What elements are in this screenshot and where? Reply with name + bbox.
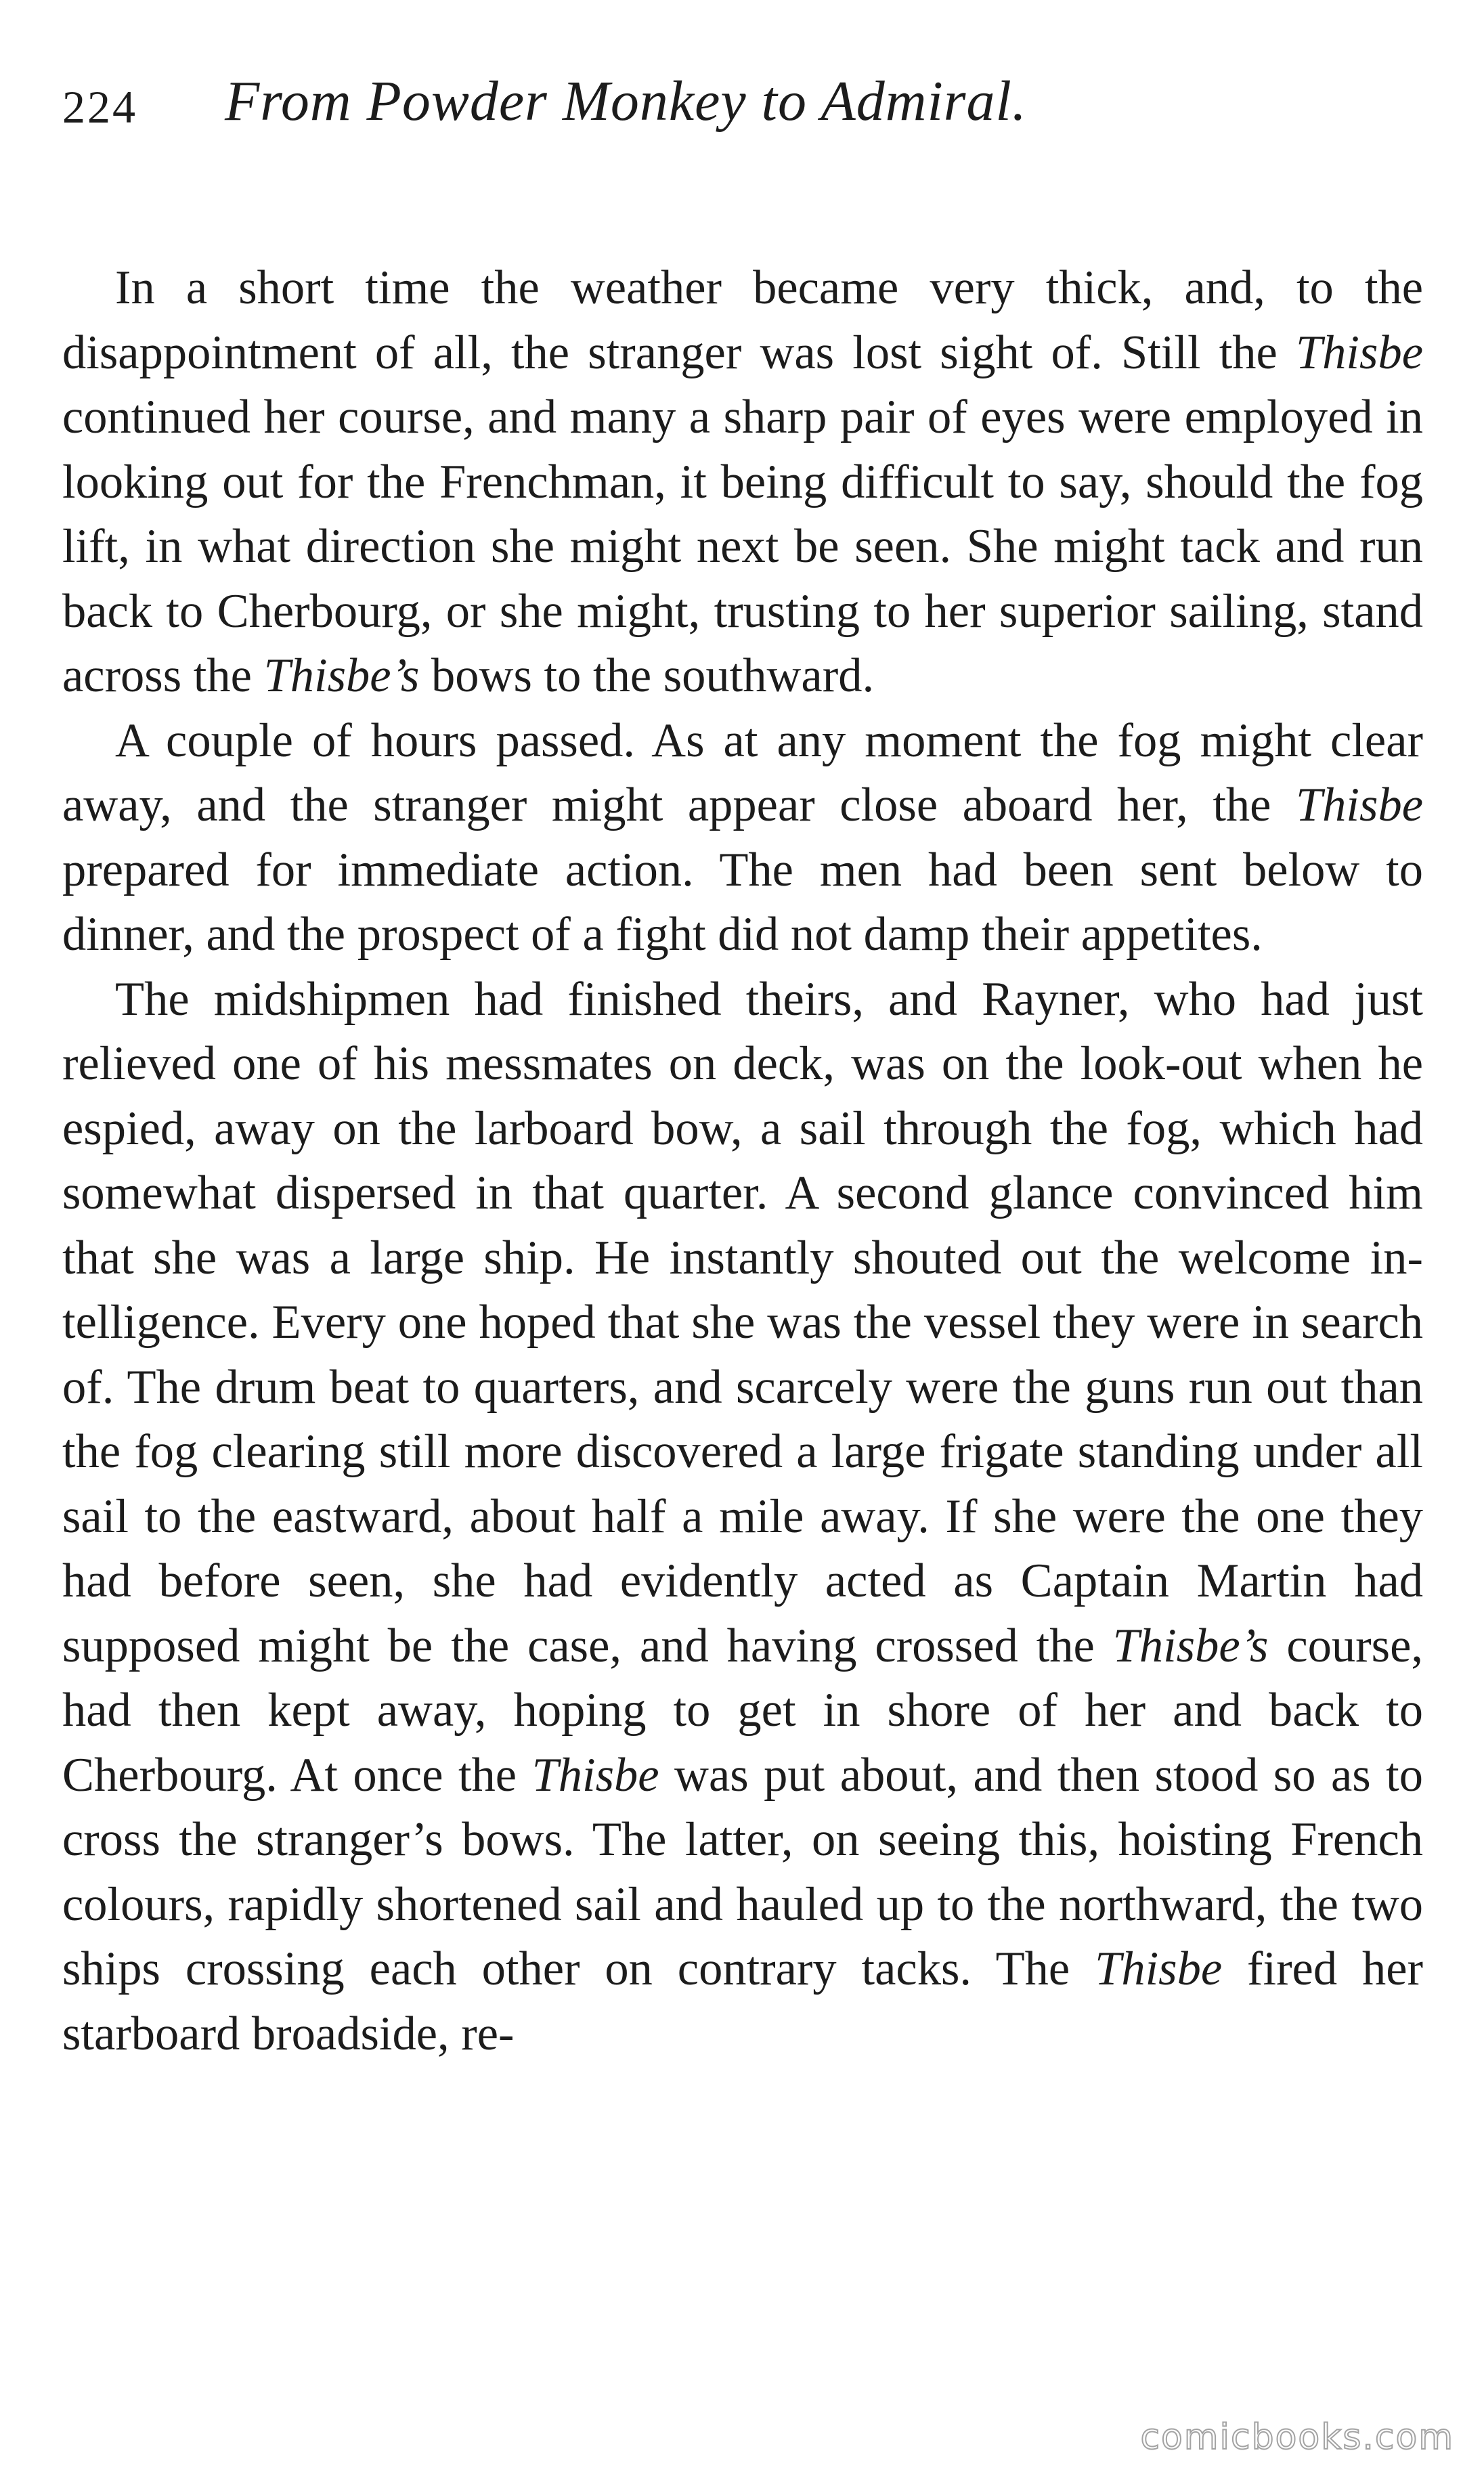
body-text: [62, 256, 1423, 2066]
paragraph: [62, 709, 1423, 968]
ship-name: Thisbe: [1295, 326, 1423, 379]
ship-name: Thisbe’s: [263, 649, 420, 702]
text-run: was put about, and then stood so as to cross the stranger’s bows. The latter, on seeing this, hoisting French colours, rapidly shortened sail and hauled up to the northward, the two ships crossing each other on contrary tacks. The: [62, 1748, 1423, 1995]
book-page: [62, 61, 1423, 2066]
text-run: course, had then kept away, hoping to get in shore of her and back to Cherbourg. At once the: [62, 1619, 1423, 1802]
text-run: In a short time the weather became very thick, and, to the disappointment of all, the stranger was lost sight of. Still the: [62, 261, 1423, 379]
text-run: A couple of hours passed. As at any moment the fog might clear away, and the stranger might appear close aboard her, the: [62, 714, 1423, 831]
paragraph: [62, 968, 1423, 2067]
page-header: [62, 61, 1423, 149]
running-title: From Powder Monkey to Admiral.: [225, 70, 1027, 133]
ship-name: Thisbe: [531, 1748, 659, 1802]
paragraph: [62, 256, 1423, 709]
text-run: prepared for immediate action. The men had been sent below to dinner, and the prospect of a fight did not damp their appetites.: [62, 843, 1423, 961]
page-number: 224: [62, 81, 137, 133]
text-run: The midshipmen had finished theirs, and Rayner, who had just relieved one of his messmates on deck, was on the look-out when he espied, away on the larboard bow, a sail through the fog, which had somewhat dispersed in that quarter. A second glance convinced him that she was a large ship. He instantly shouted out the welcome intelligence. Every one hoped that she was the vessel they were in search of. The drum beat to quarters, and scarcely were the guns run out than the fog clearing still more discovered a large frigate standing under all sail to the eastward, about half a mile away. If she were the one they had before seen, she had evidently acted as Captain Martin had supposed might be the case, and having crossed the: [62, 972, 1423, 1672]
watermark: comicbooks.com: [1140, 2417, 1454, 2458]
ship-name: Thisbe’s: [1112, 1619, 1269, 1672]
text-run: fired her starboard broadside, re-: [62, 1942, 1423, 2060]
text-run: continued her course, and many a sharp pair of eyes were employed in looking out for the Frenchman, it being difficult to say, should the fog lift, in what direction she might next be seen. She might tack and run back to Cherbourg, or she might, trusting to her superior sailing, stand across the: [62, 391, 1423, 702]
ship-name: Thisbe: [1095, 1942, 1223, 1995]
ship-name: Thisbe: [1295, 779, 1423, 831]
text-run: bows to the southward.: [419, 649, 875, 702]
